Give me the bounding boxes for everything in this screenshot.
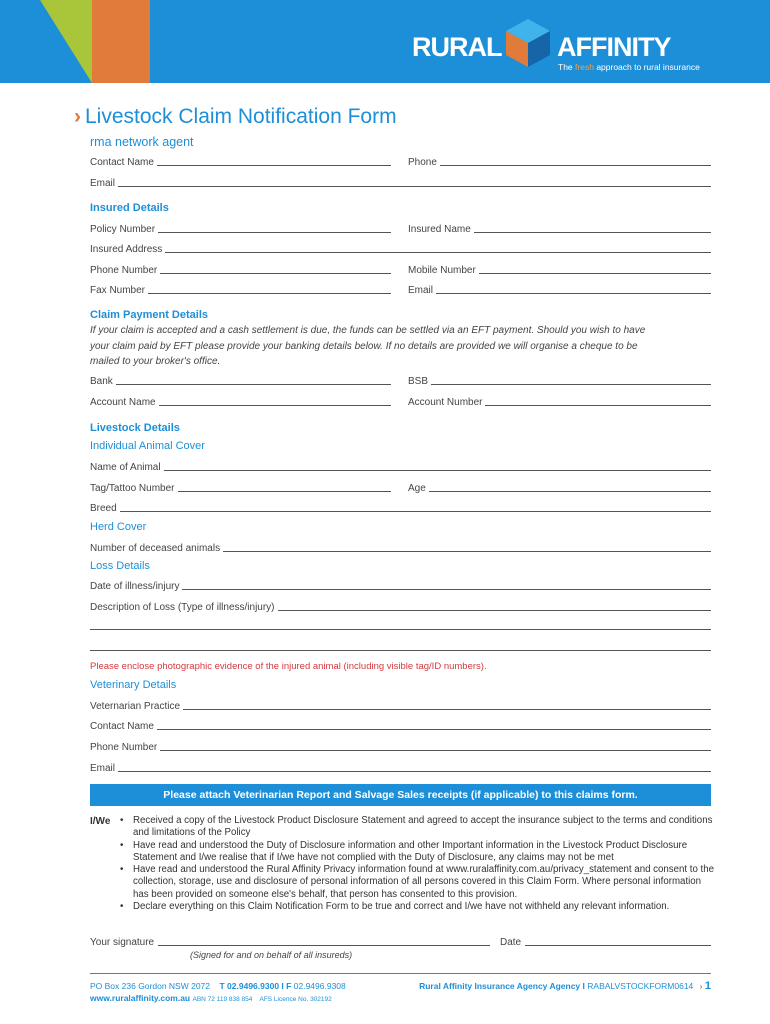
footer-contact: PO Box 236 Gordon NSW 2072 T 02.9496.9300 I F 02.9496.9308 bbox=[90, 981, 346, 991]
insured-address-field[interactable]: Insured Address bbox=[90, 241, 711, 255]
agent-phone-field[interactable]: Phone bbox=[408, 154, 711, 168]
livestock-row-6 bbox=[90, 599, 711, 613]
insured-row-2 bbox=[90, 241, 711, 255]
payment-row-1 bbox=[90, 373, 711, 387]
chevron-right-icon: › bbox=[74, 105, 81, 128]
agent-contact-name-field[interactable]: Contact Name bbox=[90, 154, 391, 168]
insured-phone-field[interactable]: Phone Number bbox=[90, 262, 391, 276]
loss-description-field[interactable]: Description of Loss (Type of illness/injury) bbox=[90, 599, 711, 613]
declaration-item: • Received a copy of the Livestock Product Disclosure Statement and agreed to accept the insurance subject to the terms and conditions and limitations of the Policy bbox=[120, 815, 713, 839]
vet-row-2 bbox=[90, 718, 711, 732]
date-field[interactable]: Date bbox=[500, 934, 711, 948]
vet-practice-field[interactable]: Veternarian Practice bbox=[90, 698, 711, 712]
vet-email-field[interactable]: Email bbox=[90, 760, 711, 774]
attach-reports-banner: Please attach Veterinarian Report and Salvage Sales receipts (if applicable) to this claims form. bbox=[90, 784, 711, 806]
policy-number-field[interactable]: Policy Number bbox=[90, 221, 391, 235]
signature-field[interactable]: Your signature bbox=[90, 934, 490, 948]
animal-name-field[interactable]: Name of Animal bbox=[90, 459, 711, 473]
page-number: 1 bbox=[704, 980, 711, 992]
individual-cover-heading: Individual Animal Cover bbox=[90, 440, 205, 452]
bank-field[interactable]: Bank bbox=[90, 373, 391, 387]
photo-evidence-note: Please enclose photographic evidence of the injured animal (including visible tag/ID numbers). bbox=[90, 661, 487, 672]
herd-cover-heading: Herd Cover bbox=[90, 521, 147, 533]
page-title: › Livestock Claim Notification Form bbox=[74, 105, 397, 128]
payment-note: If your claim is accepted and a cash settlement is due, the funds can be settled via an EFT payment. Should you wish to have your claim paid by EFT please provide your banking details below. If no details are provided we will organise a cheque to be mailed to your broker's office. bbox=[90, 325, 646, 367]
livestock-row-5 bbox=[90, 578, 711, 592]
insured-heading: Insured Details bbox=[90, 202, 169, 214]
signature-note: (Signed for and on behalf of all insureds) bbox=[190, 950, 353, 960]
insured-email-field[interactable]: Email bbox=[408, 282, 711, 296]
bsb-field[interactable]: BSB bbox=[408, 373, 711, 387]
website-link[interactable]: www.ruralaffinity.com.au bbox=[90, 993, 191, 1003]
livestock-row-4 bbox=[90, 540, 711, 554]
insured-mobile-field[interactable]: Mobile Number bbox=[408, 262, 711, 276]
livestock-heading: Livestock Details bbox=[90, 422, 180, 434]
agent-row-1 bbox=[90, 154, 711, 168]
footer-divider bbox=[90, 973, 711, 974]
header-band: RURAL AFFINITY The fresh approach to rural insurance bbox=[0, 0, 770, 83]
chevron-right-icon: › bbox=[699, 981, 703, 991]
age-field[interactable]: Age bbox=[408, 480, 711, 494]
insured-fax-field[interactable]: Fax Number bbox=[90, 282, 391, 296]
deceased-count-field[interactable]: Number of deceased animals bbox=[90, 540, 711, 554]
insured-name-field[interactable]: Insured Name bbox=[408, 221, 711, 235]
tag-tattoo-field[interactable]: Tag/Tattoo Number bbox=[90, 480, 391, 494]
livestock-row-1 bbox=[90, 459, 711, 473]
tagline: The fresh approach to rural insurance bbox=[558, 62, 700, 72]
vet-row-1 bbox=[90, 698, 711, 712]
declaration-item: • Have read and understood the Duty of Disclosure information and other Important information in the Livestock Product Disclosure Statement and I/we realise that if I/we have not complied with the Duty of Disclosure, any claims may not be met bbox=[120, 839, 688, 863]
footer-website-line: www.ruralaffinity.com.au ABN 72 119 838 854 AFS Licence No. 302192 bbox=[90, 993, 332, 1003]
breed-field[interactable]: Breed bbox=[90, 500, 711, 514]
loss-details-heading: Loss Details bbox=[90, 560, 150, 572]
decorative-shapes bbox=[0, 0, 200, 83]
declaration-item: • Have read and understood the Rural Affinity Privacy information found at www.ruralaffinity.com.au/privacy_statement and consent to the collection, storage, use and disclosure of personal information of all persons covered in this Claim Form. Where personal information has been provided on someone else's behalf, that person has consented to this provision. bbox=[120, 864, 715, 900]
livestock-row-2 bbox=[90, 480, 711, 494]
insured-row-1 bbox=[90, 221, 711, 235]
account-name-field[interactable]: Account Name bbox=[90, 394, 391, 408]
illness-date-field[interactable]: Date of illness/injury bbox=[90, 578, 711, 592]
declaration-list bbox=[120, 815, 715, 913]
logo-mark-icon bbox=[502, 17, 554, 69]
agent-email-field[interactable]: Email bbox=[90, 175, 711, 189]
account-number-field[interactable]: Account Number bbox=[408, 394, 711, 408]
livestock-row-3 bbox=[90, 500, 711, 514]
payment-row-2 bbox=[90, 394, 711, 408]
agent-heading: rma network agent bbox=[90, 135, 194, 149]
vet-row-3 bbox=[90, 739, 711, 753]
declaration-label: I/We bbox=[90, 816, 111, 827]
footer-agency: Rural Affinity Insurance Agency Agency I RABALVSTOCKFORM0614 › 1 bbox=[419, 980, 711, 992]
vet-row-4 bbox=[90, 760, 711, 774]
insured-row-4 bbox=[90, 282, 711, 296]
loss-description-line-3[interactable] bbox=[90, 649, 711, 651]
payment-heading: Claim Payment Details bbox=[90, 309, 208, 321]
vet-phone-field[interactable]: Phone Number bbox=[90, 739, 711, 753]
loss-description-line-2[interactable] bbox=[90, 628, 711, 630]
declaration-item: • Declare everything on this Claim Notification Form to be true and correct and I/we have not withheld any relevant information. bbox=[120, 901, 670, 913]
vet-details-heading: Veterinary Details bbox=[90, 679, 177, 691]
agent-row-2 bbox=[90, 175, 711, 189]
insured-row-3 bbox=[90, 262, 711, 276]
vet-contact-name-field[interactable]: Contact Name bbox=[90, 718, 711, 732]
